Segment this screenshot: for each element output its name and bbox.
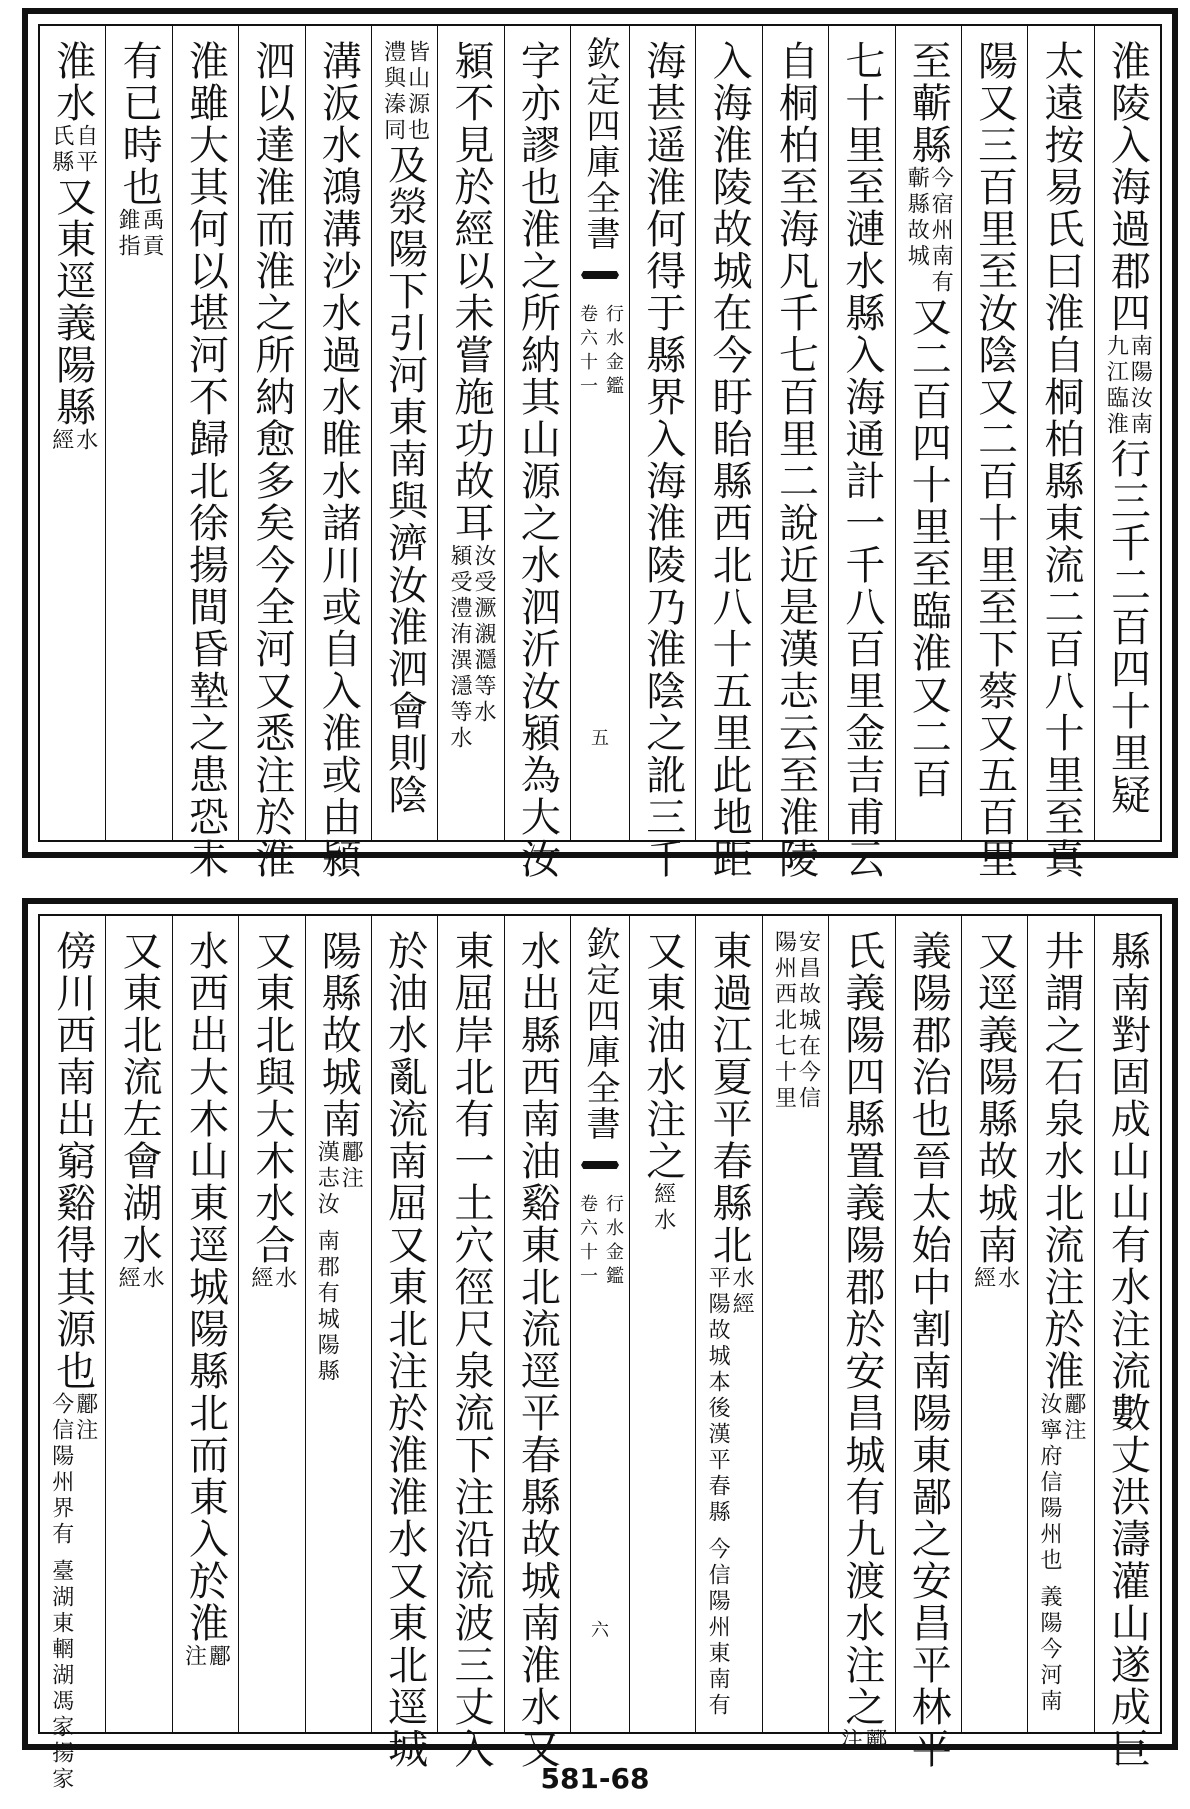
- page-number: 五: [591, 728, 609, 749]
- main-text: 至蘄縣: [905, 40, 952, 166]
- text-column: [1094, 26, 1160, 840]
- text-column: [371, 916, 437, 1770]
- main-text: 溝汳水鴻溝沙水過水睢水諸川或自入淮或由潁: [315, 40, 362, 880]
- main-text: 東過江夏平春縣北: [706, 930, 753, 1266]
- upper-page: [22, 8, 1178, 880]
- text-column: [437, 26, 503, 840]
- main-text: 潁不見於經以未嘗施功故耳: [447, 40, 494, 544]
- text-column: [504, 916, 570, 1770]
- commentary-note: 安昌故城在今信 陽州西北七十里: [771, 930, 821, 1112]
- commentary-note: 水 經: [970, 1266, 1020, 1292]
- center-fold-column: [570, 916, 629, 1732]
- text-column: [895, 916, 961, 1770]
- main-text: 又東北流左會湖水: [116, 930, 163, 1266]
- text-column: [105, 26, 171, 840]
- main-text: 字亦謬也淮之所納其山源之水泗沂汝潁為大汝: [514, 40, 561, 880]
- text-column: [437, 916, 503, 1770]
- commentary-note: 水 經: [48, 428, 98, 454]
- main-text: 又東逕義陽縣: [49, 176, 96, 428]
- commentary-note: 酈注 今信陽州界有 臺湖東輞湖馮家揚家: [48, 1392, 98, 1793]
- main-text: 義陽郡治也晉太始中割南陽東鄙之安昌平林平: [905, 930, 952, 1770]
- page-number: 六: [591, 1620, 609, 1641]
- fishtail-mark-icon: [581, 1152, 619, 1178]
- commentary-note: 禹貢 錐指: [115, 208, 165, 260]
- commentary-note: 自平 氏縣: [48, 124, 98, 176]
- commentary-note: 酈 注: [181, 1644, 231, 1670]
- main-text: 泗以達淮而淮之所納愈多矣今全河又悉注於淮: [248, 40, 295, 880]
- text-column: [40, 916, 105, 1793]
- text-column: [371, 26, 437, 840]
- text-column: [238, 916, 304, 1732]
- text-column: [961, 916, 1027, 1732]
- main-text: 井謂之石泉水北流注於淮: [1037, 930, 1084, 1392]
- main-text: 又逕義陽縣故城南: [971, 930, 1018, 1266]
- main-text: 水西出大木山東逕城陽縣北而東入於淮: [182, 930, 229, 1644]
- library-title: 欽定四庫全書: [580, 926, 620, 1142]
- commentary-note: 水 經: [247, 1266, 297, 1292]
- text-column: [504, 26, 570, 880]
- commentary-note: 今宿州南有 蘄縣故城: [904, 166, 954, 296]
- commentary-note: 酈注 漢志汝 南郡有城陽縣: [314, 1140, 364, 1385]
- main-text: 七十里至漣水縣入海通計一千八百里金吉甫云: [838, 40, 885, 880]
- main-text: 氏義陽四縣置義陽郡於安昌城有九渡水注之: [838, 930, 885, 1728]
- main-text: 傍川西南出窮谿得其源也: [49, 930, 96, 1392]
- commentary-note: 水經 平陽故城本後漢平春縣 今信陽州東南有: [705, 1266, 755, 1719]
- commentary-note: 皆山源也 澧與溱同: [380, 40, 430, 144]
- commentary-note: 酈 注: [837, 1728, 887, 1754]
- text-column: [1027, 916, 1093, 1732]
- main-text: 陽又三百里至汝陰又二百十里至下蔡又五百里: [971, 40, 1018, 880]
- main-text: 又東油水注之: [639, 930, 686, 1182]
- commentary-note: 南陽汝南 九江臨淮: [1103, 334, 1153, 438]
- text-column: [305, 916, 371, 1732]
- commentary-note: 經水: [650, 1182, 676, 1234]
- text-column: [629, 26, 695, 880]
- main-text: 縣南對固成山山有水注流數丈洪濤灌山遂成巨: [1104, 930, 1151, 1770]
- text-column: [961, 26, 1027, 880]
- volume-number: 卷六十一: [577, 1194, 598, 1290]
- commentary-note: 水 經: [115, 1266, 165, 1292]
- main-text: 又二百四十里至臨淮又二百: [905, 296, 952, 800]
- text-column: [895, 26, 961, 840]
- fishtail-mark-icon: [581, 262, 619, 288]
- text-column: [1027, 26, 1093, 880]
- main-text: 淮陵入海過郡四: [1104, 40, 1151, 334]
- main-text: 東屈岸北有一土穴徑尺泉流下注沿流波三丈入: [447, 930, 494, 1770]
- text-column: [695, 26, 761, 880]
- page-footer-number: 581-68: [540, 1762, 650, 1795]
- main-text: 陽縣故城南: [315, 930, 362, 1140]
- main-text: 太遠按易氏曰淮自桐柏縣東流二百八十里至真: [1037, 40, 1084, 880]
- text-column: [238, 26, 304, 880]
- text-column: [828, 916, 894, 1754]
- upper-page-text-frame: [38, 24, 1162, 880]
- text-column: [1094, 916, 1160, 1770]
- text-column: [105, 916, 171, 1732]
- text-column: [629, 916, 695, 1732]
- library-title: 欽定四庫全書: [580, 36, 620, 252]
- text-column: [305, 26, 371, 880]
- main-text: 淮雖大其何以堪河不歸北徐揚間昏墊之患恐未: [182, 40, 229, 880]
- book-title: 行水金鑑: [603, 1194, 624, 1290]
- text-column: [762, 916, 828, 1732]
- main-text: 又東北與大木水合: [248, 930, 295, 1266]
- main-text: 有已時也: [116, 40, 163, 208]
- text-column: [172, 916, 238, 1732]
- book-title: 行水金鑑: [603, 304, 624, 400]
- main-text: 淮水: [49, 40, 96, 124]
- main-text: 自桐柏至海凡千七百里二說近是漢志云至淮陵: [772, 40, 819, 880]
- main-text: 及滎陽下引河東南與濟汝淮泗會則陰: [381, 144, 428, 816]
- text-column: [172, 26, 238, 880]
- main-text: 水出縣西南油谿東北流逕平春縣故城南淮水又: [514, 930, 561, 1770]
- text-column: [828, 26, 894, 880]
- center-fold-column: [570, 26, 629, 840]
- text-column: [762, 26, 828, 880]
- main-text: 於油水亂流南屈又東北注於淮淮水又東北逕城: [381, 930, 428, 1770]
- main-text: 入海淮陵故城在今盱眙縣西北八十五里此地距: [706, 40, 753, 880]
- volume-number: 卷六十一: [577, 304, 598, 400]
- commentary-note: 酈注 汝寧府信陽州也 義陽今河南: [1036, 1392, 1086, 1715]
- commentary-note: 汝受㵐瀙㶏等水 潁受澧洧潩濦等水: [446, 544, 496, 752]
- text-column: [40, 26, 105, 840]
- text-column: [695, 916, 761, 1732]
- main-text: 海甚遥淮何得于縣界入海淮陵乃淮陰之訛三千: [639, 40, 686, 880]
- main-text: 行三千二百四十里疑: [1104, 438, 1151, 816]
